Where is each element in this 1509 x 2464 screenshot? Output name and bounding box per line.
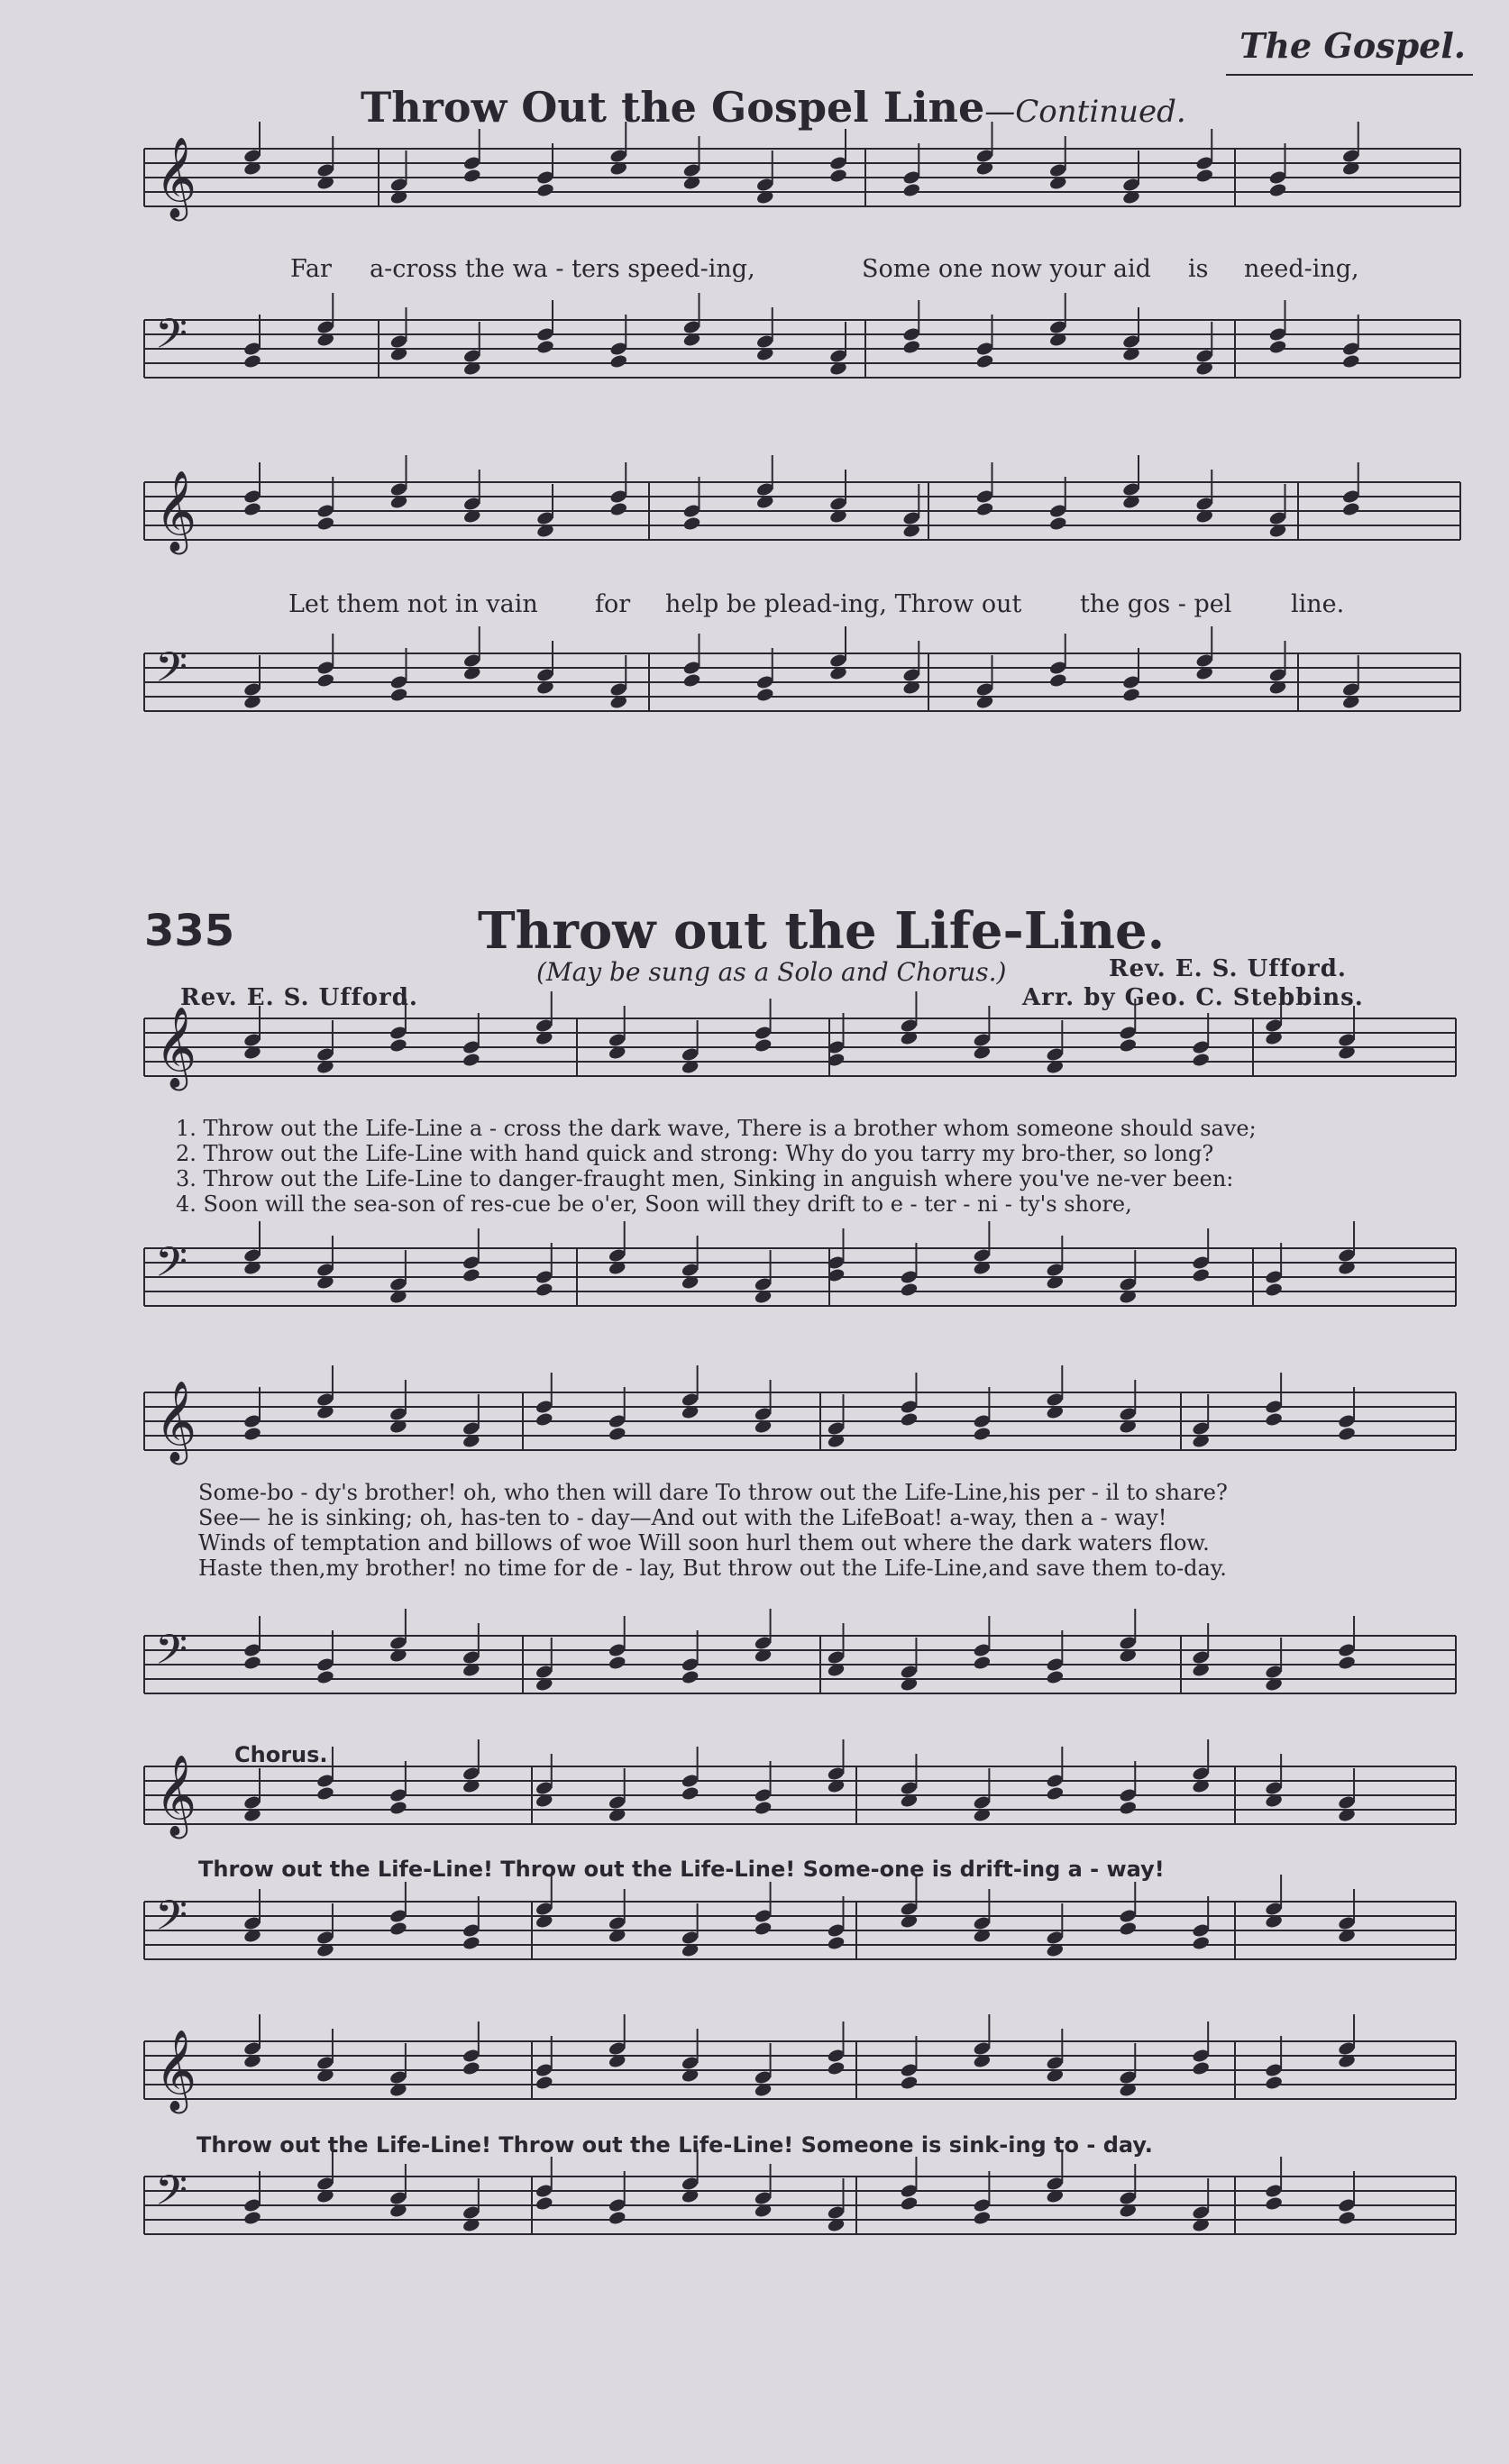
verse-3a: 3. Throw out the Life-Line to danger-fraught men, Sinking in anguish where you've ne-ver been: (176, 1166, 1234, 1191)
note-head (1048, 516, 1067, 531)
lyric-is: is (1188, 255, 1209, 283)
note-head (682, 516, 701, 531)
continued-title-text: Throw Out the Gospel Line (361, 83, 985, 132)
hymn-number: 335 (144, 906, 235, 956)
note-head (1338, 1426, 1357, 1441)
note-head (1121, 687, 1140, 702)
note-head (1265, 2195, 1284, 2211)
note-head (1265, 2075, 1284, 2090)
lyric-line: line. (1291, 590, 1345, 618)
note-head (900, 1282, 919, 1297)
note-head (535, 2075, 553, 2090)
treble-clef-icon: 𝄞 (155, 137, 197, 218)
note-head (535, 182, 554, 197)
note-head (755, 687, 774, 702)
bass-clef-icon: 𝄢 (155, 2167, 188, 2225)
note-head (754, 1037, 773, 1053)
lyric-the-gospel: the gos - pel (1080, 590, 1232, 618)
note-head (535, 1411, 553, 1427)
note-head (827, 2060, 846, 2076)
bass-clef-icon: 𝄢 (155, 643, 188, 702)
note-head (681, 1785, 700, 1801)
verse-4a: 4. Soon will the sea-son of res-cue be o'er, Soon will they drift to e - ter - ni - ty's shore, (176, 1191, 1132, 1217)
note-head (1046, 1785, 1065, 1801)
bass-clef-icon: 𝄢 (155, 1626, 188, 1684)
treble-clef-icon: 𝄞 (155, 470, 197, 552)
note-head (902, 182, 921, 197)
verse-3b: Winds of temptation and billows of woe Will soon hurl them out where the dark waters flow. (198, 1530, 1210, 1556)
verse-4b: Haste then,my brother! no time for de - lay, But throw out the Life-Line,and save them to-day. (198, 1556, 1227, 1581)
continued-suffix: —Continued. (984, 94, 1186, 130)
note-head (389, 1800, 407, 1815)
note-head (316, 1669, 334, 1684)
lyric-far: Far (290, 255, 332, 283)
bass-clef-icon: 𝄢 (155, 1892, 188, 1950)
note-head (1265, 1411, 1284, 1427)
verse-2b: See— he is sinking; oh, has-ten to - day—And out with the LifeBoat! a-way, then a - way! (198, 1505, 1167, 1530)
note-head (1195, 168, 1214, 183)
treble-clef-icon: 𝄞 (155, 1007, 197, 1088)
note-head (316, 516, 335, 531)
note-head (827, 1935, 846, 1950)
note-head (462, 1267, 480, 1282)
note-head (1119, 1037, 1138, 1053)
note-head (389, 1037, 407, 1053)
note-head (462, 1935, 480, 1950)
note-head (1192, 1052, 1211, 1067)
note-head (242, 1426, 261, 1441)
note-head (609, 353, 628, 369)
note-head (682, 672, 701, 688)
note-head (973, 1655, 992, 1670)
lyric-across: a-cross the wa - ters speed-ing, (370, 255, 755, 283)
words-by: Rev. E. S. Ufford. (180, 984, 418, 1011)
note-head (1341, 353, 1360, 369)
bass-clef-icon: 𝄢 (155, 1238, 188, 1297)
note-head (902, 339, 921, 354)
note-head (462, 2060, 480, 2076)
note-head (828, 168, 847, 183)
note-head (900, 2195, 919, 2211)
note-head (316, 1785, 334, 1801)
note-head (681, 1669, 700, 1684)
note-head (975, 501, 994, 516)
note-head (389, 1921, 407, 1936)
lyric-let-them: Let them not in vain (288, 590, 538, 618)
note-head (754, 1800, 773, 1815)
verse-1a: 1. Throw out the Life-Line a - cross the dark wave, There is a brother whom someone should save; (176, 1116, 1257, 1141)
note-head (608, 1426, 626, 1441)
note-head (1268, 182, 1287, 197)
note-head (608, 2210, 626, 2225)
note-head (1192, 1267, 1211, 1282)
note-head (1046, 1669, 1065, 1684)
subtitle-credit: Rev. E. S. Ufford. (1109, 955, 1347, 982)
note-head (242, 353, 261, 369)
treble-clef-icon: 𝄞 (155, 1381, 197, 1462)
chorus-label: Chorus. (234, 1742, 328, 1767)
hymn-title: Throw out the Life-Line. (478, 901, 1166, 961)
note-head (973, 2210, 992, 2225)
note-head (1265, 1282, 1284, 1297)
treble-clef-icon: 𝄞 (155, 1755, 197, 1836)
note-head (1338, 1655, 1357, 1670)
verse-1b: Some-bo - dy's brother! oh, who then will dare To throw out the Life-Line,his per - il to share? (198, 1480, 1228, 1505)
bass-clef-icon: 𝄢 (155, 310, 188, 369)
note-head (1119, 1800, 1138, 1815)
note-head (1192, 2060, 1211, 2076)
hymn-subtitle: (May be sung as a Solo and Chorus.) (536, 957, 1007, 987)
note-head (242, 501, 261, 516)
note-head (535, 339, 554, 354)
note-head (316, 672, 335, 688)
note-head (242, 2210, 261, 2225)
note-head (535, 2195, 553, 2211)
note-head (1338, 2210, 1357, 2225)
note-head (1341, 501, 1360, 516)
note-head (1048, 672, 1067, 688)
arranged-by: Arr. by Geo. C. Stebbins. (1022, 984, 1364, 1011)
note-head (242, 1655, 261, 1670)
note-head (462, 1052, 480, 1067)
section-header: The Gospel. (1239, 25, 1466, 66)
note-head (900, 2075, 919, 2090)
note-head (608, 1655, 626, 1670)
note-head (975, 353, 994, 369)
note-head (389, 687, 408, 702)
verse-2a: 2. Throw out the Life-Line with hand quick and strong: Why do you tarry my bro-ther, so long? (176, 1141, 1214, 1166)
note-head (900, 1411, 919, 1427)
note-head (1192, 1935, 1211, 1950)
chorus-line-2: Throw out the Life-Line! Throw out the Life-Line! Someone is sink-ing to - day. (197, 2132, 1153, 2158)
note-head (609, 501, 628, 516)
lyric-some-one: Some one now your aid (862, 255, 1151, 283)
lyric-for: for (595, 590, 631, 618)
lyric-help: help be plead-ing, Throw out (665, 590, 1022, 618)
note-head (535, 1282, 553, 1297)
note-head (462, 168, 481, 183)
chorus-line-1: Throw out the Life-Line! Throw out the Life-Line! Some-one is drift-ing a - way! (198, 1857, 1165, 1882)
note-head (1268, 339, 1287, 354)
treble-clef-icon: 𝄞 (155, 2030, 197, 2111)
note-head (973, 1426, 992, 1441)
note-head (1119, 1921, 1138, 1936)
lyric-needing: need-ing, (1244, 255, 1359, 283)
note-head (754, 1921, 773, 1936)
